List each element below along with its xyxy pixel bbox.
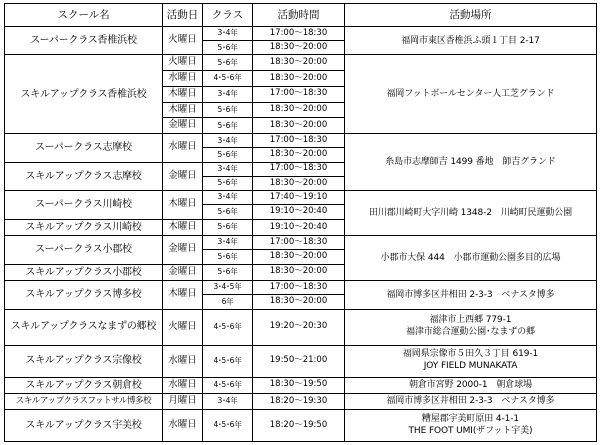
class-grade: 6年: [203, 295, 253, 309]
place-line: 福津市総合運動公園･なまずの郷: [405, 327, 535, 338]
activity-day: 火曜日: [163, 309, 203, 345]
table-row: [5, 377, 597, 394]
activity-time: 17:00～18:30: [253, 86, 345, 102]
class-grade: 5･6年: [203, 55, 253, 71]
activity-day: 木曜日: [163, 86, 203, 102]
activity-time: 19:10～20:40: [253, 219, 345, 236]
header-row: [5, 4, 597, 27]
activity-day: 水曜日: [163, 410, 203, 442]
table-row: [5, 236, 597, 250]
activity-day: 月曜日: [163, 394, 203, 410]
activity-time: 17:00～18:30: [253, 281, 345, 295]
school-name: スーパークラス志摩校: [5, 134, 163, 162]
activity-place: 福岡市東区香椎浜ふ頭１丁目 2-17: [345, 27, 597, 55]
table-row: [5, 394, 597, 410]
activity-place: 朝倉市宮野 2000-1 朝倉球場: [345, 377, 597, 394]
activity-time: 18:30～20:00: [253, 118, 345, 134]
class-grade: 3･4年: [203, 394, 253, 410]
place-line: 糟屋郡宇美町原田 4-1-1: [421, 413, 520, 424]
class-grade: 5･6年: [203, 264, 253, 281]
activity-day: 木曜日: [163, 219, 203, 236]
class-grade: 5･6年: [203, 176, 253, 190]
activity-time: 18:30～19:50: [253, 377, 345, 394]
school-name: スーパークラス小郡校: [5, 236, 163, 264]
class-grade: 4･5･6年: [203, 377, 253, 394]
activity-day: 水曜日: [163, 71, 203, 87]
school-name: スキルアップクラス宇美校: [5, 410, 163, 442]
activity-time: 17:00～18:30: [253, 27, 345, 41]
activity-time: 17:00～18:30: [253, 162, 345, 176]
activity-place: 福岡市博多区井相田 2-3-3 ベナスタ博多: [345, 394, 597, 410]
table-row: [5, 55, 597, 71]
activity-time: 17:00～18:30: [253, 236, 345, 250]
activity-day: 金曜日: [163, 264, 203, 281]
activity-day: 水曜日: [163, 345, 203, 377]
activity-day: 金曜日: [163, 118, 203, 134]
schedule-table: [4, 3, 597, 442]
activity-time: 18:30～20:00: [253, 250, 345, 264]
activity-time: 19:20～20:30: [253, 309, 345, 345]
class-grade: 4･5･6年: [203, 410, 253, 442]
class-grade: 5･6年: [203, 102, 253, 118]
activity-time: 18:30～20:00: [253, 264, 345, 281]
header-place: 活動場所: [345, 4, 597, 27]
header-day: 活動日: [163, 4, 203, 27]
place-line: THE FOOT UMI(ザフット宇美): [408, 425, 533, 436]
table-row: [5, 309, 597, 345]
activity-time: 17:40～19:10: [253, 191, 345, 205]
place-line: 福岡県宗像市５田久３丁目 619-1: [402, 349, 539, 360]
table-row: [5, 191, 597, 205]
class-grade: 5･6年: [203, 148, 253, 162]
activity-time: 18:20～19:50: [253, 410, 345, 442]
school-name: スキルアップクラス小郡校: [5, 264, 163, 281]
class-grade: 3･4年: [203, 236, 253, 250]
activity-time: 19:50～21:00: [253, 345, 345, 377]
activity-place: 糸島市志摩師吉 1499 番地 師吉グランド: [345, 134, 597, 191]
activity-time: 18:30～20:00: [253, 55, 345, 71]
activity-place: [345, 309, 597, 345]
activity-day: 金曜日: [163, 162, 203, 190]
activity-day: 木曜日: [163, 191, 203, 219]
activity-time: 18:30～20:00: [253, 176, 345, 190]
school-name: スーパークラス香椎浜校: [5, 27, 163, 55]
school-name: スーパークラス川崎校: [5, 191, 163, 219]
class-grade: 4･5･6年: [203, 345, 253, 377]
activity-place: [345, 345, 597, 377]
activity-place: 小郡市大保 444 小郡市運動公園多目的広場: [345, 236, 597, 281]
header-school: スクール名: [5, 4, 163, 27]
class-grade: 5･6年: [203, 118, 253, 134]
activity-day: 火曜日: [163, 55, 203, 71]
activity-day: 金曜日: [163, 236, 203, 264]
school-name: スキルアップクラス朝倉校: [5, 377, 163, 394]
activity-time: 18:30～20:00: [253, 295, 345, 309]
class-grade: 5･6年: [203, 219, 253, 236]
school-name: スキルアップクラス志摩校: [5, 162, 163, 190]
activity-time: 18:20～19:30: [253, 394, 345, 410]
class-grade: 5･6年: [203, 250, 253, 264]
activity-time: 19:10～20:40: [253, 205, 345, 219]
class-grade: 3･4年: [203, 191, 253, 205]
school-name: スキルアップクラス川崎校: [5, 219, 163, 236]
activity-time: 17:00～18:30: [253, 134, 345, 148]
place-line: 福津市上西郷 779-1: [429, 315, 512, 326]
table-row: [5, 27, 597, 41]
class-grade: 3･4年: [203, 27, 253, 41]
activity-day: 木曜日: [163, 281, 203, 309]
school-name: スキルアップクラス宗像校: [5, 345, 163, 377]
activity-place: 福岡市博多区井相田 2-3-3 ベナスタ博多: [345, 281, 597, 309]
activity-time: 18:30～20:00: [253, 148, 345, 162]
class-grade: 4･5･6年: [203, 71, 253, 87]
activity-place: 田川郡川崎町大字川崎 1348-2 川崎町民運動公園: [345, 191, 597, 236]
header-class: クラス: [203, 4, 253, 27]
activity-day: 木曜日: [163, 102, 203, 118]
class-grade: 3･4年: [203, 162, 253, 176]
activity-place: [345, 410, 597, 442]
class-grade: 3･4年: [203, 86, 253, 102]
table-row: [5, 345, 597, 377]
place-line: JOY FIELD MUNAKATA: [423, 361, 518, 372]
activity-day: 水曜日: [163, 134, 203, 162]
table-row: [5, 134, 597, 148]
class-grade: 4･5･6年: [203, 309, 253, 345]
header-time: 活動時間: [253, 4, 345, 27]
class-grade: 3･4年: [203, 134, 253, 148]
school-name: スキルアップクラスなまずの郷校: [5, 309, 163, 345]
activity-time: 18:30～20:00: [253, 102, 345, 118]
activity-day: 水曜日: [163, 377, 203, 394]
activity-day: 火曜日: [163, 27, 203, 55]
table-row: [5, 410, 597, 442]
class-grade: 5･6年: [203, 41, 253, 55]
school-name: スキルアップクラスフットサル博多校: [5, 394, 163, 410]
school-name: スキルアップクラス博多校: [5, 281, 163, 309]
table-row: [5, 281, 597, 295]
activity-place: 福岡フットボールセンター人工芝グランド: [345, 55, 597, 134]
class-grade: 5･6年: [203, 205, 253, 219]
activity-time: 18:30～20:00: [253, 41, 345, 55]
class-grade: 3･4･5年: [203, 281, 253, 295]
activity-time: 18:30～20:00: [253, 71, 345, 87]
school-name: スキルアップクラス香椎浜校: [5, 55, 163, 134]
